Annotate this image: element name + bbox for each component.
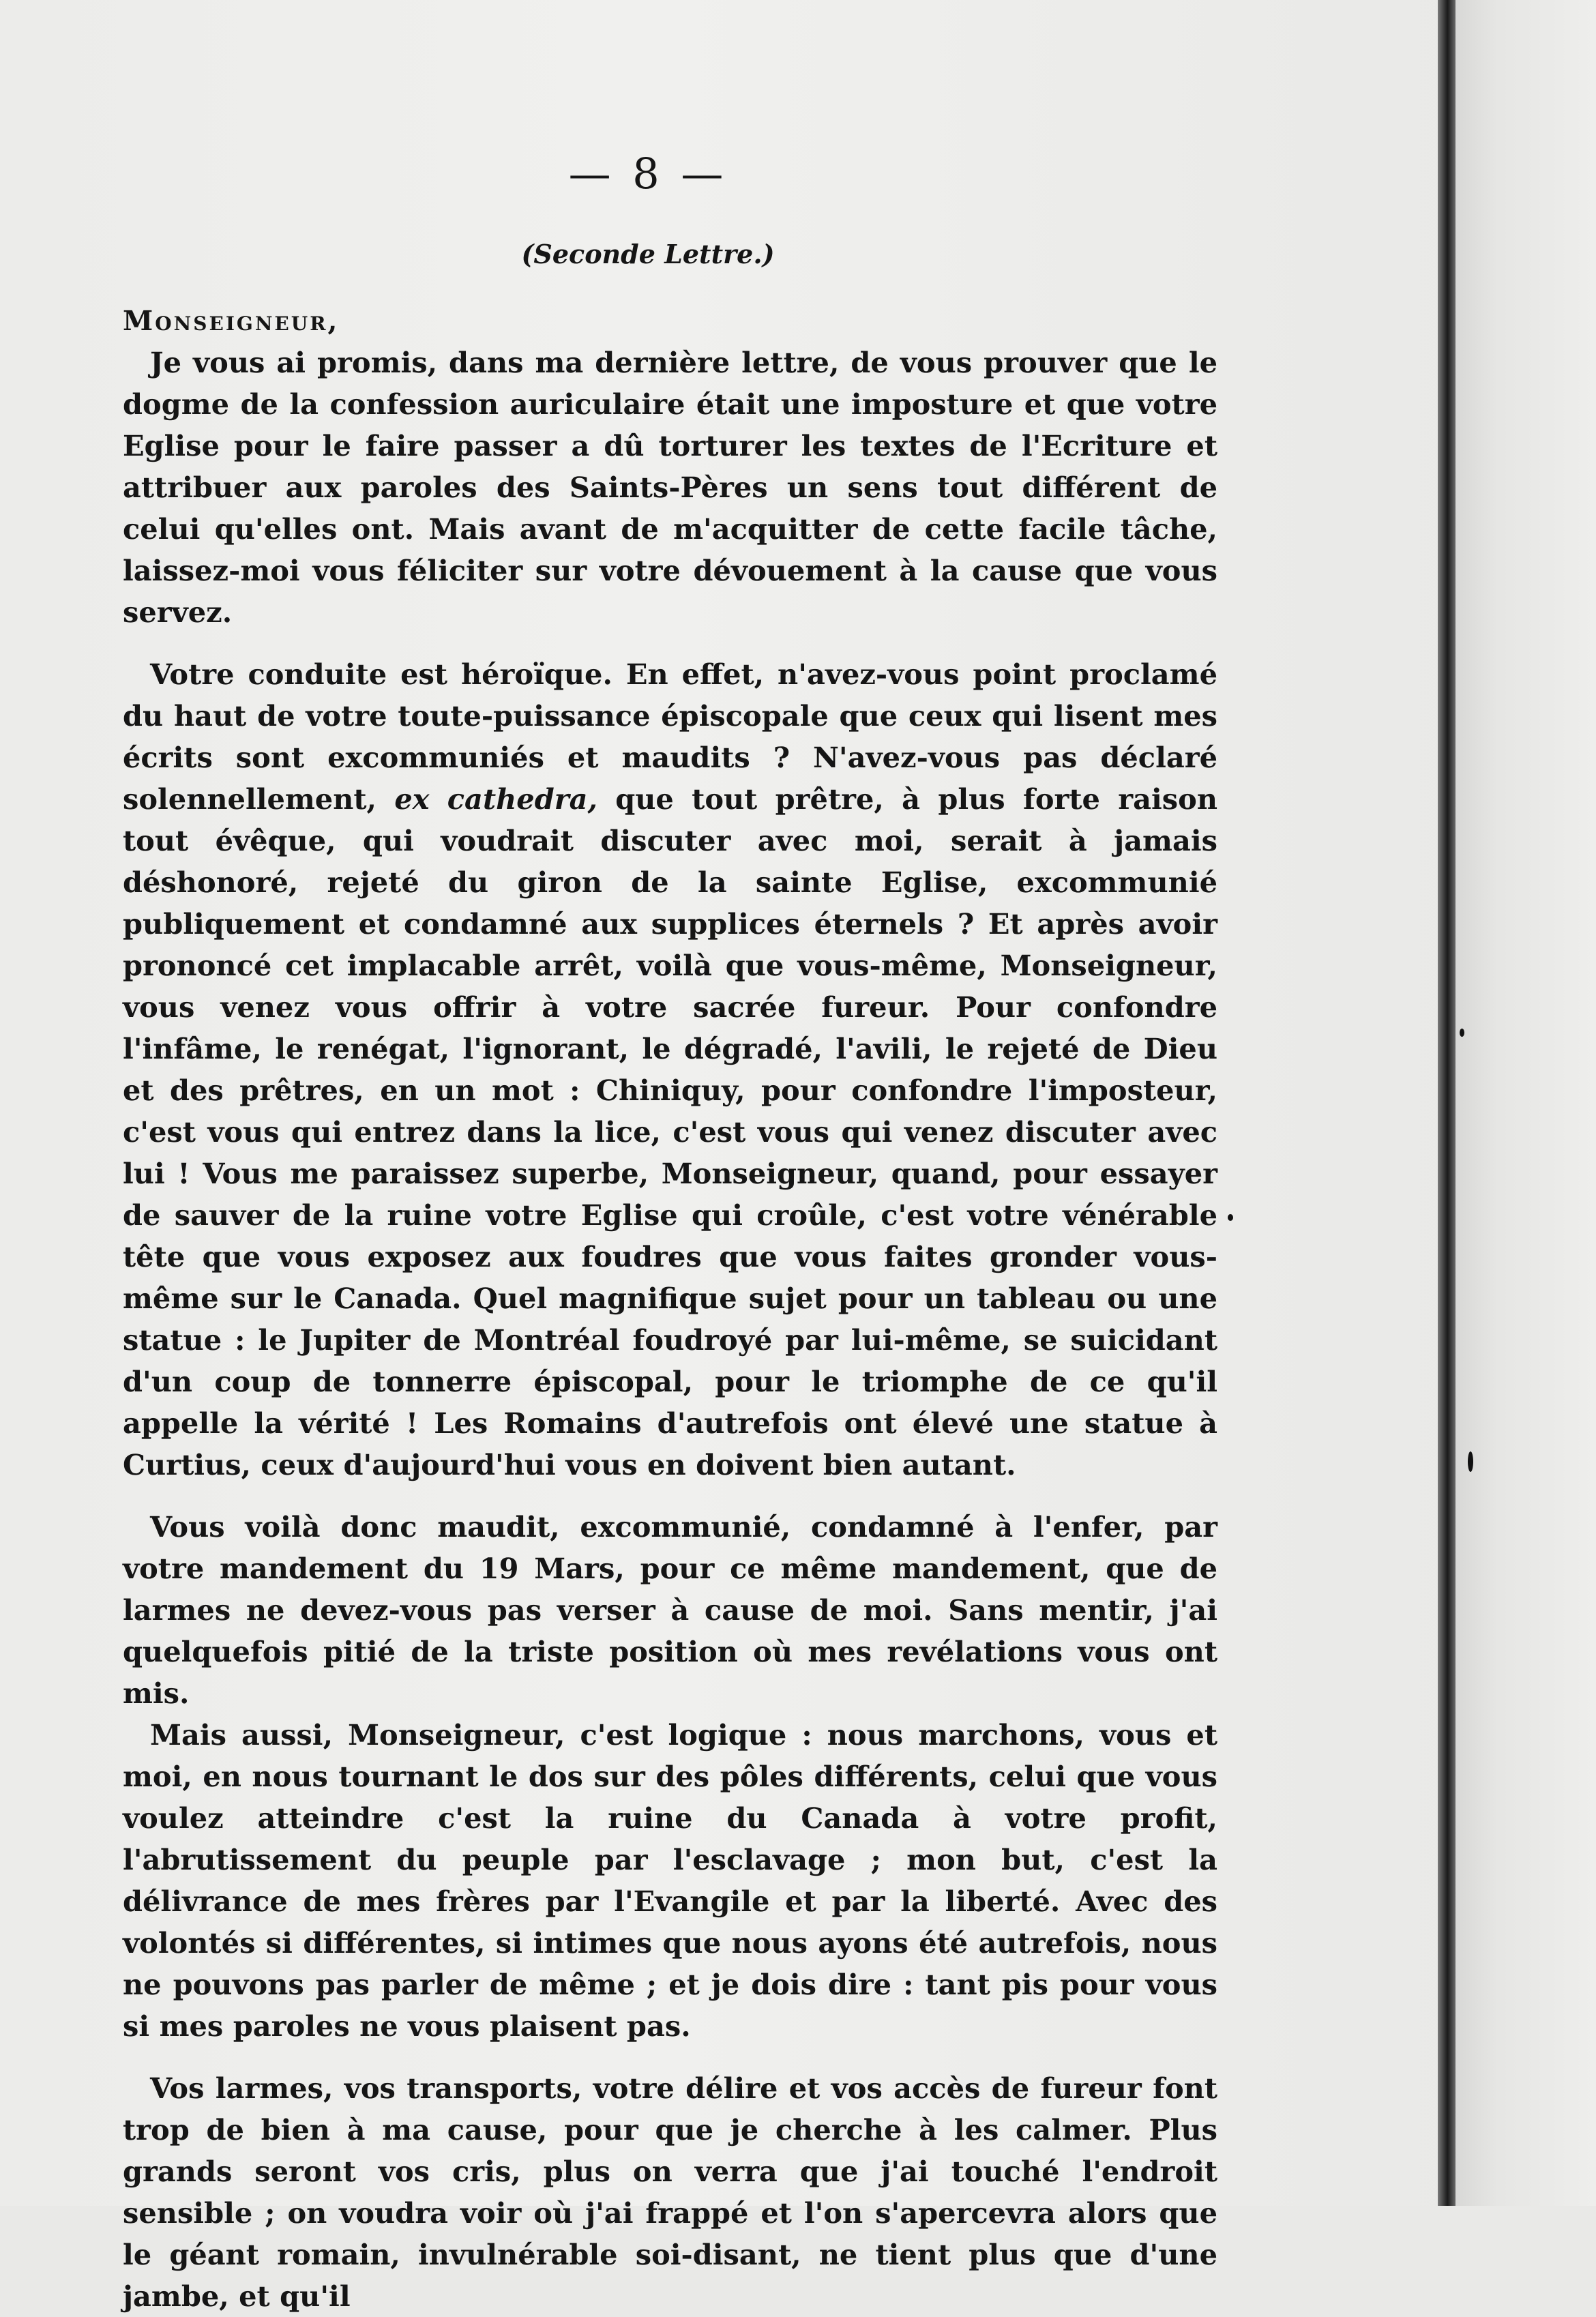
paragraph-2	[123, 653, 1217, 1486]
paragraph-4	[123, 1714, 1217, 2047]
paragraph-2-text-start: Votre conduite est héroïque. En effet, n'avez-vous point proclamé du haut de votre toute-puissance épiscopale que ceux qui lisent mes écrits sont excommuniés et maudits ? N'avez-vous pas déclaré solennellement,	[123, 658, 1217, 816]
salutation: Monseigneur,	[123, 305, 340, 337]
page-edge-margin	[1455, 0, 1596, 2206]
book-spine-shadow	[1438, 0, 1455, 2206]
paragraph-4-text: Mais aussi, Monseigneur, c'est logique : nous marchons, vous et moi, en nous tournant le dos sur des pôles différents, celui que vous voulez atteindre c'est la ruine du Canada à votre profit, l'abrutissement du peuple par l'esclavage ; mon but, c'est la délivrance de mes frères par l'Evangile et par la liberté. Avec des volontés si différentes, si intimes que nous ayons été autrefois, nous ne pouvons pas parler de même ; et je dois dire : tant pis pour vous si mes paroles ne vous plaisent pas.	[123, 1718, 1217, 2043]
paragraph-5	[123, 2067, 1217, 2317]
letter-subtitle: (Seconde Lettre.)	[521, 239, 775, 269]
paragraph-3	[123, 1506, 1217, 1714]
letter-body	[123, 300, 1217, 2317]
paragraph-5-text: Vos larmes, vos transports, votre délire et vos accès de fureur font trop de bien à ma cause, pour que je cherche à les calmer. Plus grands seront vos cris, plus on verra que j'ai touché l'endroit sensible ; on voudra voir où j'ai frappé et l'on s'apercevra alors que le géant romain, invulnérable soi-disant, ne tient plus que d'une jambe, et qu'il	[123, 2071, 1217, 2313]
paragraph-3-text: Vous voilà donc maudit, excommunié, condamné à l'enfer, par votre mandement du 19 Mars, pour ce même mandement, que de larmes ne devez-vous pas verser à cause de moi. Sans mentir, j'ai quelquefois pitié de la triste position où mes revélations vous ont mis.	[123, 1510, 1217, 1710]
paragraph-2-text-end: que tout prêtre, à plus forte raison tout évêque, qui voudrait discuter avec moi, serait à jamais déshonoré, rejeté du giron de la sainte Eglise, excommunié publiquement et condamné aux supplices éternels ? Et après avoir prononcé cet implacable arrêt, voilà que vous-même, Monseigneur, vous venez vous offrir à votre sacrée fureur. Pour confondre l'infâme, le renégat, l'ignorant, le dégradé, l'avili, le rejeté de Dieu et des prêtres, en un mot : Chiniquy, pour confondre l'imposteur, c'est vous qui entrez dans la lice, c'est vous qui venez discuter avec lui ! Vous me paraissez superbe, Monseigneur, quand, pour essayer de sauver de la ruine votre Eglise qui croûle, c'est votre vénérable tête que vous exposez aux foudres que vous faites gronder vous-même sur le Canada. Quel magnifique sujet pour un tableau ou une statue : le Jupiter de Montréal foudroyé par lui-même, se suicidant d'un coup de tonnerre épiscopal, pour le triomphe de ce qu'il appelle la vérité ! Les Romains d'autrefois ont élevé une statue à Curtius, ceux d'aujourd'hui vous en doivent bien autant.	[123, 782, 1218, 1481]
ink-speck	[1460, 1029, 1464, 1037]
paragraph-1	[123, 342, 1217, 633]
paragraph-1-text: Je vous ai promis, dans ma dernière lettre, de vous prouver que le dogme de la confession auriculaire était une imposture et que votre Eglise pour le faire passer a dû torturer les textes de l'Ecriture et attribuer aux paroles des Saints-Pères un sens tout différent de celui qu'elles ont. Mais avant de m'acquitter de cette facile tâche, laissez-moi vous féliciter sur votre dévouement à la cause que vous servez.	[123, 346, 1217, 629]
page-number: — 8 —	[568, 149, 728, 198]
ink-speck	[1468, 1451, 1473, 1472]
paragraph-2-latin-phrase: ex cathedra,	[394, 782, 597, 816]
ink-speck	[1228, 1214, 1233, 1221]
